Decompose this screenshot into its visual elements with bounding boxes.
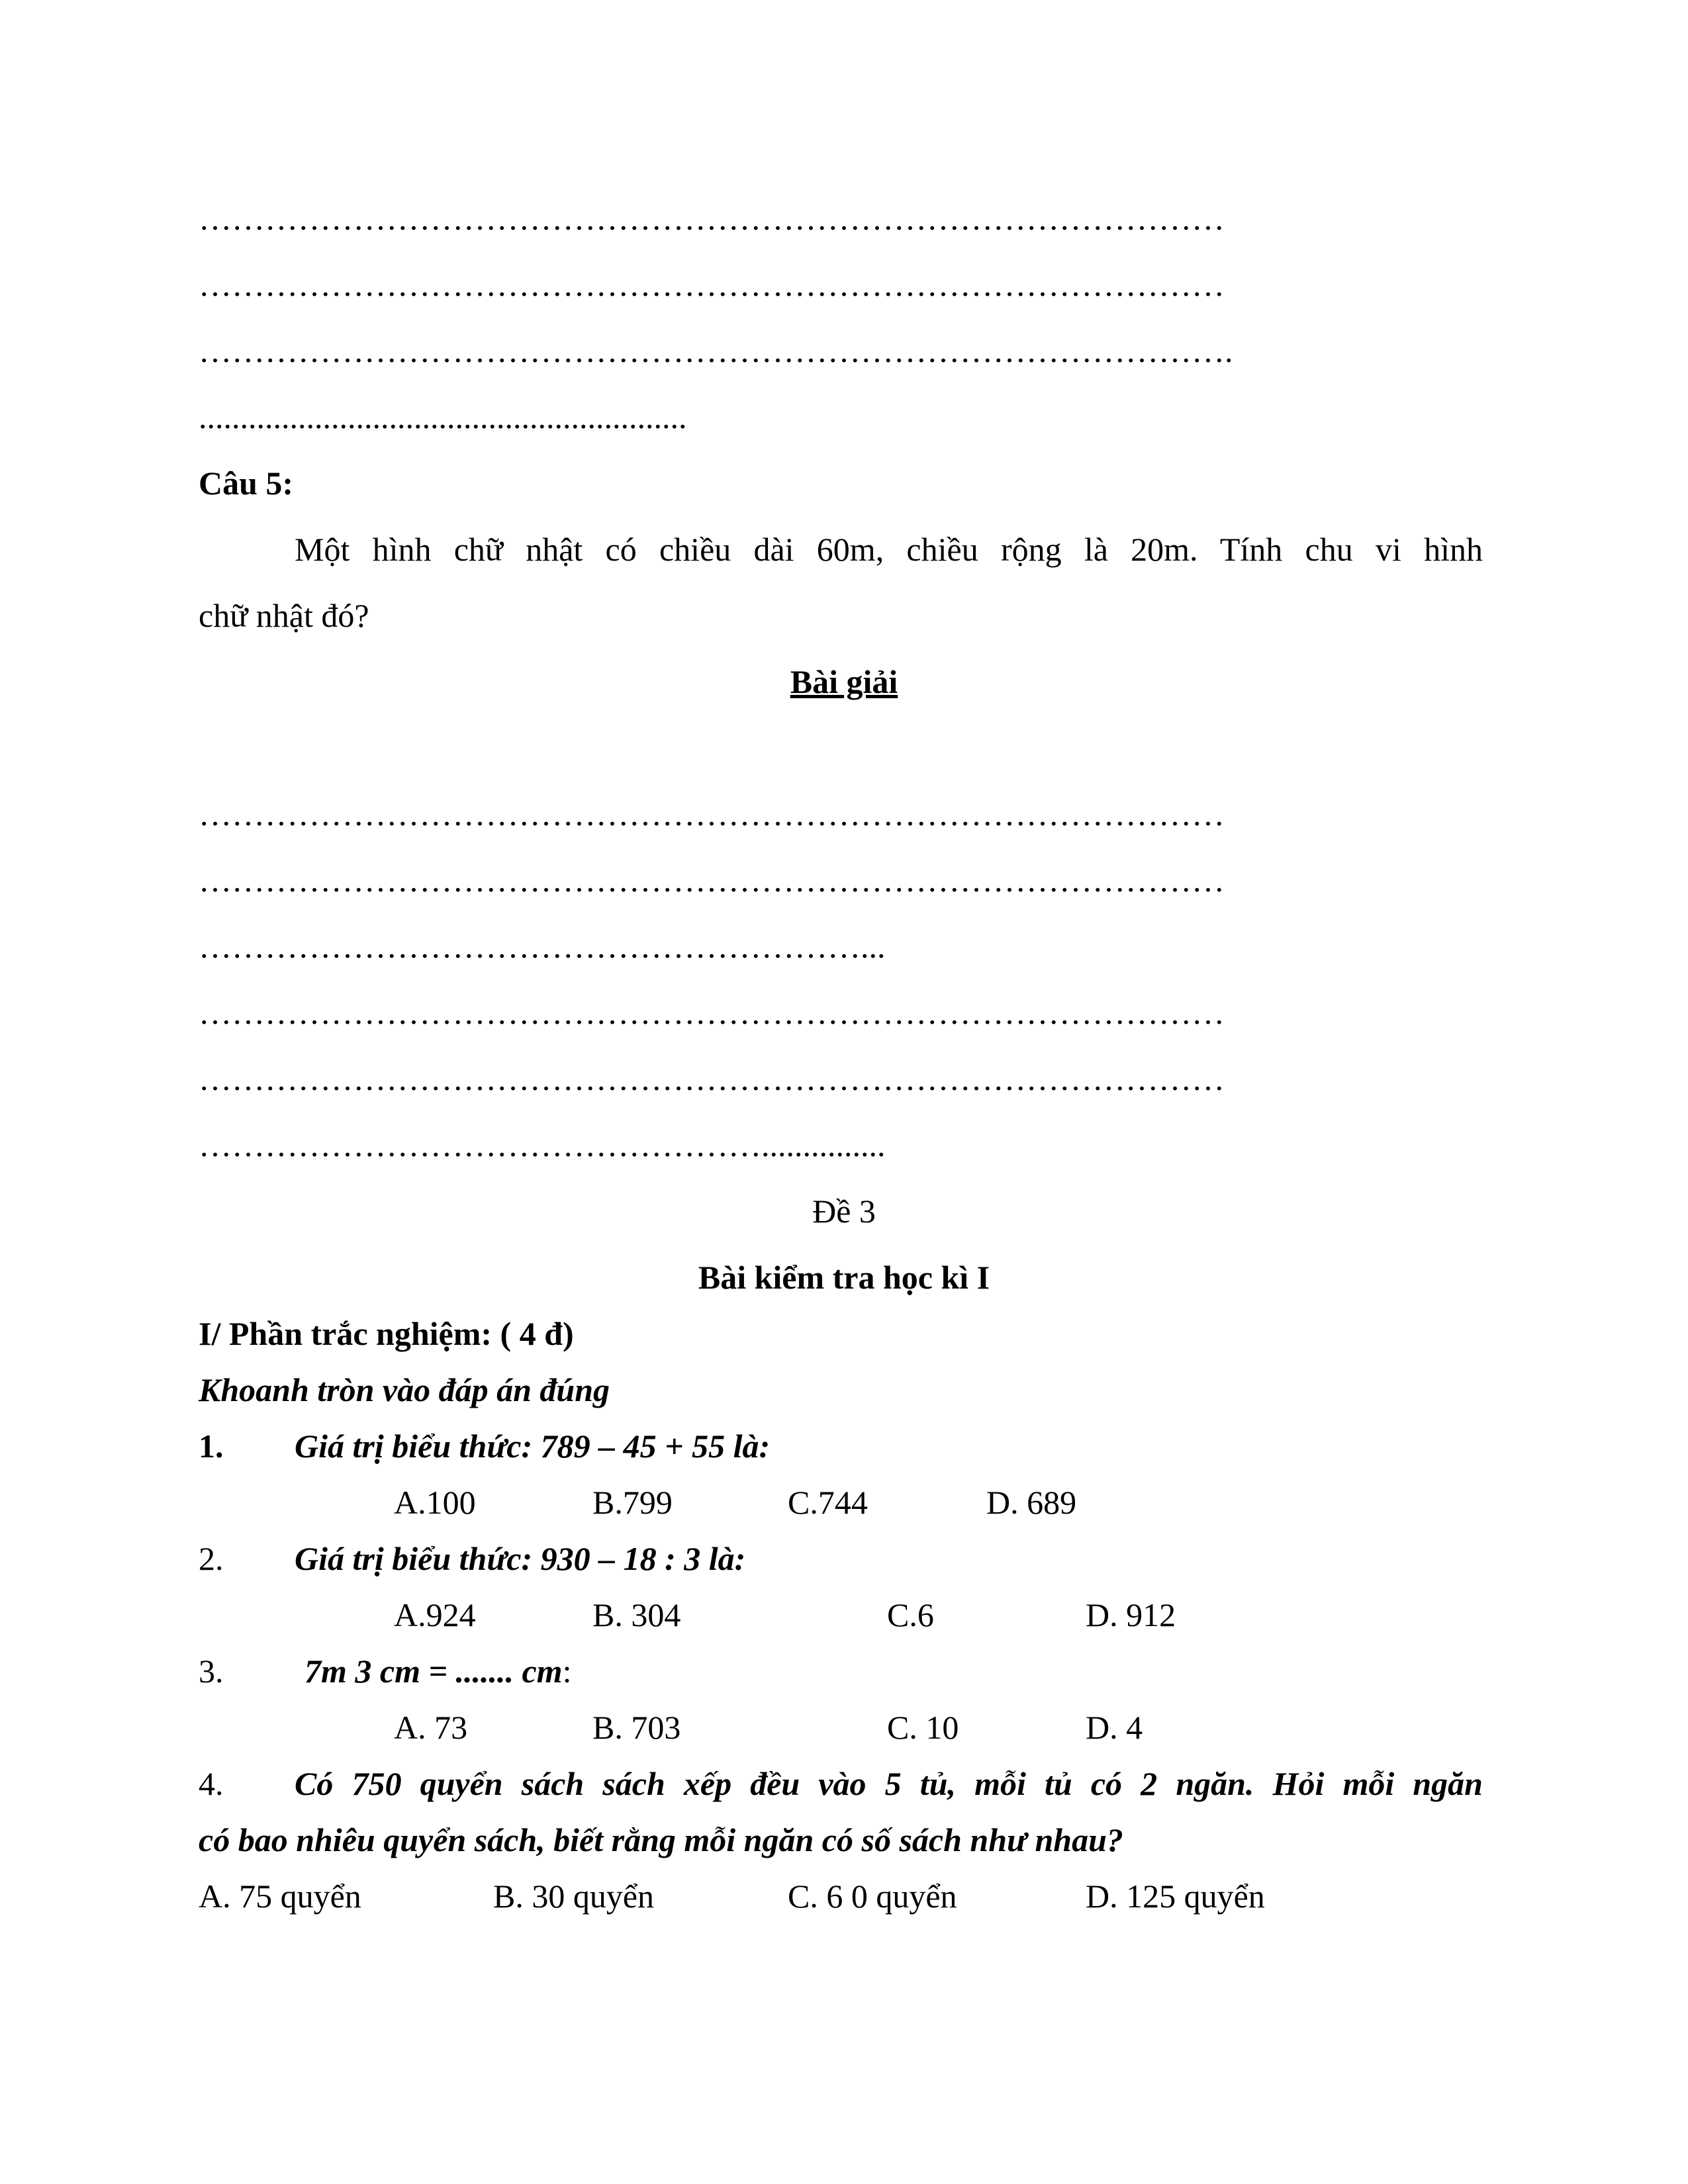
question-1-option-d[interactable]: D. 689 — [986, 1484, 1077, 1521]
question-1-option-a[interactable]: A.100 — [394, 1484, 476, 1521]
dotted-line: ........................................................... — [199, 398, 687, 435]
question-5-text-line1: Một hình chữ nhật có chiều dài 60m, chiều rộng là 20m. Tính chu vi hình — [295, 531, 1483, 568]
instruction: Khoanh tròn vào đáp án đúng — [199, 1371, 610, 1408]
dotted-line: ………………………………………………………………………………… — [199, 796, 1225, 833]
dotted-line: ………………………………………………………………………………… — [199, 200, 1225, 237]
question-2-option-d[interactable]: D. 912 — [1086, 1596, 1176, 1633]
question-5-text-line2: chữ nhật đó? — [199, 597, 369, 634]
question-2-text: Giá trị biểu thức: 930 – 18 : 3 là: — [295, 1540, 746, 1577]
question-5-label: Câu 5: — [199, 465, 294, 502]
question-4-text-line2: có bao nhiêu quyển sách, biết rằng mỗi ngăn có số sách như nhau? — [199, 1821, 1123, 1858]
dotted-line: ……………………………………………………... — [199, 928, 886, 965]
dotted-line: ………………………………………………………………………………… — [199, 862, 1225, 899]
question-1-option-c[interactable]: C.744 — [788, 1484, 868, 1521]
exam-title: Bài kiểm tra học kì I — [698, 1259, 990, 1296]
question-1-number: 1. — [199, 1428, 224, 1465]
question-2-option-a[interactable]: A.924 — [394, 1596, 476, 1633]
dotted-line: ………………………………………………………………………………… — [199, 994, 1225, 1031]
question-1-option-b[interactable]: B.799 — [592, 1484, 673, 1521]
exam-number: Đề 3 — [812, 1193, 876, 1230]
dotted-line: …………………………………………………………………………………. — [199, 332, 1233, 369]
solution-title — [0, 662, 1688, 702]
solution-title-text: Bài giải — [790, 663, 898, 700]
question-4-option-a[interactable]: A. 75 quyển — [199, 1878, 361, 1915]
question-3-number: 3. — [199, 1653, 224, 1690]
question-3-text-wrap — [305, 1651, 571, 1691]
question-4-option-c[interactable]: C. 6 0 quyển — [788, 1878, 957, 1915]
question-2-option-c[interactable]: C.6 — [887, 1596, 934, 1633]
dotted-line: ……………………………………………............... — [199, 1126, 886, 1163]
question-3-option-a[interactable]: A. 73 — [394, 1709, 468, 1746]
question-4-option-b[interactable]: B. 30 quyển — [493, 1878, 655, 1915]
dotted-line: ………………………………………………………………………………… — [199, 1060, 1225, 1097]
question-4-number: 4. — [199, 1765, 224, 1802]
question-3-colon: : — [562, 1653, 572, 1690]
section-heading: I/ Phần trắc nghiệm: ( 4 đ) — [199, 1315, 574, 1352]
question-3-option-d[interactable]: D. 4 — [1086, 1709, 1143, 1746]
question-3-option-b[interactable]: B. 703 — [592, 1709, 681, 1746]
question-4-option-d[interactable]: D. 125 quyển — [1086, 1878, 1265, 1915]
question-3-text: 7m 3 cm = ....... cm — [305, 1653, 563, 1690]
question-4-text-line1: Có 750 quyển sách sách xếp đều vào 5 tủ, mỗi tủ có 2 ngăn. Hỏi mỗi ngăn — [295, 1765, 1483, 1802]
question-2-number: 2. — [199, 1540, 224, 1577]
question-3-option-c[interactable]: C. 10 — [887, 1709, 959, 1746]
dotted-line: ………………………………………………………………………………… — [199, 266, 1225, 303]
question-1-text: Giá trị biểu thức: 789 – 45 + 55 là: — [295, 1428, 771, 1465]
question-2-option-b[interactable]: B. 304 — [592, 1596, 681, 1633]
